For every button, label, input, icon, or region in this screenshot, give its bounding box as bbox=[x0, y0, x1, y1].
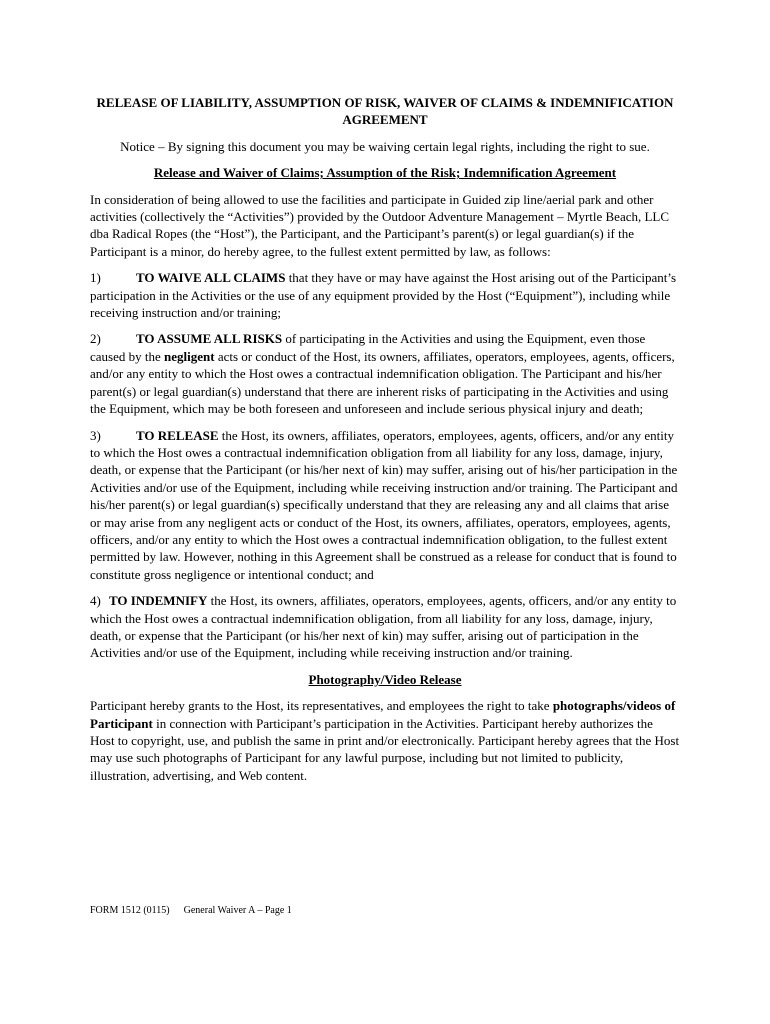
photo-release-paragraph bbox=[90, 697, 680, 784]
clause-release bbox=[90, 427, 680, 584]
photo-text: in connection with Participant’s participation in the Activities. Participant hereby authorizes the Host to copyright, use, and publish the same in print and/or electronically. Participant hereby agrees that the Host may use such photographs of Participant for any lawful purpose, including but not limited to publicity, illustration, advertising, and Web content. bbox=[90, 715, 680, 783]
document-title: RELEASE OF LIABILITY, ASSUMPTION OF RISK, WAIVER OF CLAIMS & INDEMNIFICATION AGREEMENT bbox=[96, 95, 674, 128]
clause-waive-claims bbox=[90, 269, 680, 321]
document-page bbox=[90, 94, 680, 784]
clause-number: 4) bbox=[90, 593, 101, 609]
clause-lead: TO WAIVE ALL CLAIMS bbox=[136, 270, 286, 286]
page-label: General Waiver A – Page 1 bbox=[183, 905, 292, 916]
clause-number: 2) bbox=[90, 331, 101, 347]
intro-paragraph: In consideration of being allowed to use the facilities and participate in Guided zip line/aerial park and other activities (collectively the “Activities”) provided by the Outdoor Adventure Management – Myrtle Beach, LLC dba Radical Ropes (the “Host”), the Participant, and the Participant’s parent(s) or legal guardian(s) if the Participant is a minor, do hereby agree, to the fullest extent permitted by law, as follows: bbox=[90, 191, 670, 259]
page-footer bbox=[90, 905, 292, 917]
legal-notice: Notice – By signing this document you may be waiving certain legal rights, including the right to sue. bbox=[120, 138, 650, 154]
photo-text: Participant hereby grants to the Host, its representatives, and employees the right to take bbox=[90, 698, 553, 714]
clause-text: of participating in the Activities and using the Equipment, even those caused by the bbox=[90, 331, 646, 364]
form-number: FORM 1512 (0115) bbox=[90, 905, 170, 916]
clause-number: 1) bbox=[90, 270, 101, 286]
photo-section-heading: Photography/Video Release bbox=[308, 671, 462, 687]
release-section-heading: Release and Waiver of Claims; Assumption of the Risk; Indemnification Agreement bbox=[153, 165, 617, 181]
photo-emphasis: photographs/videos of Participant bbox=[90, 698, 676, 731]
clause-text: the Host, its owners, affiliates, operators, employees, agents, officers, and/or any entity to which the Host owes a contractual indemnification obligation, from all liability for any loss, damage, injury, death, or expense that the Participant (or his/her next of kin) may suffer, arising out of participation in the Activities and/or use of the Equipment, including while receiving instruction and/or training. bbox=[90, 593, 677, 661]
clause-text: that they have or may have against the Host arising out of the Participant’s participation in the Activities or the use of any equipment provided by the Host (“Equipment”), including while receiving instruction and/or training; bbox=[90, 270, 677, 321]
clause-lead: TO INDEMNIFY bbox=[109, 593, 208, 609]
clause-lead: TO RELEASE bbox=[136, 427, 219, 443]
clause-text: the Host, its owners, affiliates, operators, employees, agents, officers, and/or any entity to which the Host owes a contractual indemnification obligation from all liability for any loss, damage, injury, death, or expense that the Participant (or his/her next of kin) may suffer, arising out of his/her participation in the Activities and/or use of the Equipment, including while receiving instruction and/or training. The Participant and his/her parent(s) or legal guardian(s) specifically understand that they are releasing any and all claims that arise or may arise from any negligent acts or conduct of the Host, its owners, affiliates, operators, employees, agents, officers, and/or any entity to which the Host owes a contractual indemnification obligation, to the fullest extent permitted by law. However, nothing in this Agreement shall be construed as a release for conduct that is found to constitute gross negligence or intentional conduct; and bbox=[90, 427, 678, 582]
clause-emphasis: negligent bbox=[164, 348, 215, 364]
clause-indemnify bbox=[90, 592, 680, 662]
clause-lead: TO ASSUME ALL RISKS bbox=[136, 331, 283, 347]
clause-assume-risks bbox=[90, 330, 680, 417]
clause-number: 3) bbox=[90, 427, 101, 443]
clause-text: acts or conduct of the Host, its owners, affiliates, operators, employees, agents, officers, and/or any entity to which the Host owes a contractual indemnification obligation. The Participant and his/her parent(s) or legal guardian(s) understand that there are inherent risks of participating in the Activities and using the Equipment, which may be both foreseen and unforeseen and include serious physical injury and death; bbox=[90, 348, 675, 417]
